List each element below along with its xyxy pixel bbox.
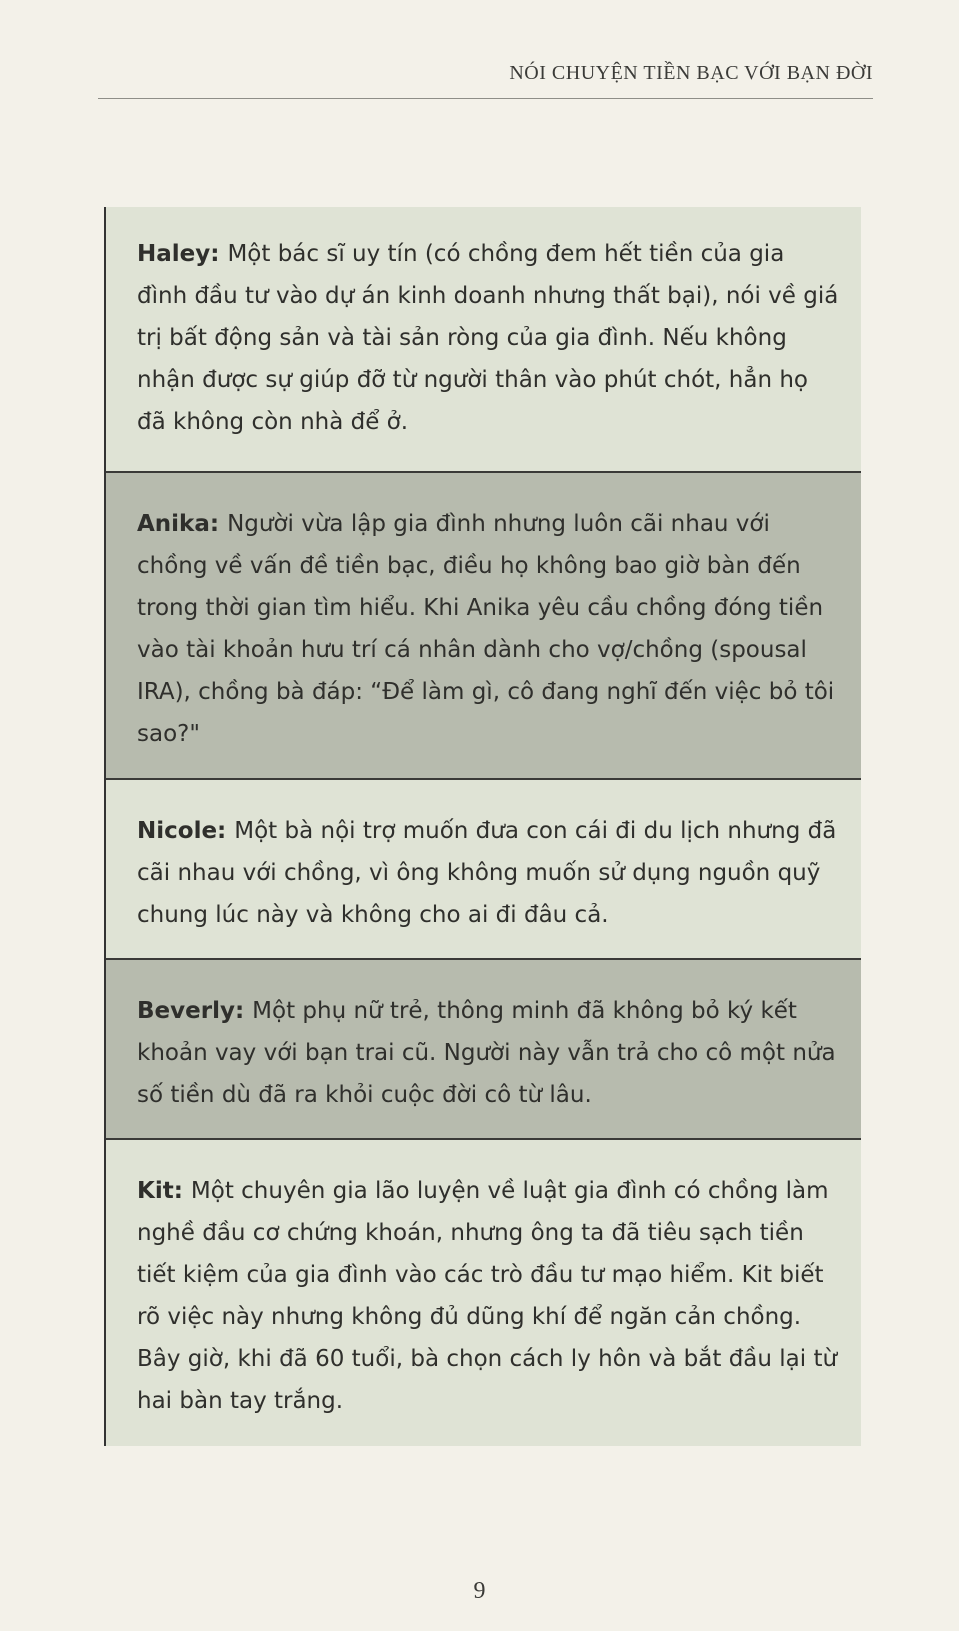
case-anika [106, 473, 861, 780]
running-header: NÓI CHUYỆN TIỀN BẠC VỚI BẠN ĐỜI [509, 62, 873, 84]
case-name: Haley: [137, 241, 228, 267]
case-studies-box [104, 207, 861, 1446]
case-name: Kit: [137, 1178, 191, 1204]
page-number: 9 [473, 1578, 486, 1604]
header-divider [98, 98, 873, 99]
case-description: Một chuyên gia lão luyện về luật gia đình có chồng làm nghề đầu cơ chứng khoán, nhưng ông ta đã tiêu sạch tiền tiết kiệm của gia đình vào các trò đầu tư mạo hiểm. Kit biết rõ việc này nhưng không đủ dũng khí để ngăn cản chồng. Bây giờ, khi đã 60 tuổi, bà chọn cách ly hôn và bắt đầu lại từ hai bàn tay trắng. [137, 1178, 838, 1414]
case-description: Một phụ nữ trẻ, thông minh đã không bỏ ký kết khoản vay với bạn trai cũ. Người này vẫn trả cho cô một nửa số tiền dù đã ra khỏi cuộc đời cô từ lâu. [137, 998, 836, 1108]
case-name: Anika: [137, 511, 228, 537]
case-haley [106, 207, 861, 473]
case-kit [106, 1140, 861, 1446]
case-nicole [106, 780, 861, 960]
case-name: Nicole: [137, 818, 235, 844]
case-beverly [106, 960, 861, 1140]
case-description: Người vừa lập gia đình nhưng luôn cãi nhau với chồng về vấn đề tiền bạc, điều họ không bao giờ bàn đến trong thời gian tìm hiểu. Khi Anika yêu cầu chồng đóng tiền vào tài khoản hưu trí cá nhân dành cho vợ/chồng (spousal IRA), chồng bà đáp: “Để làm gì, cô đang nghĩ đến việc bỏ tôi sao?" [137, 511, 835, 747]
case-name: Beverly: [137, 998, 253, 1024]
case-description: Một bà nội trợ muốn đưa con cái đi du lịch nhưng đã cãi nhau với chồng, vì ông không muốn sử dụng nguồn quỹ chung lúc này và không cho ai đi đâu cả. [137, 818, 837, 928]
case-description: Một bác sĩ uy tín (có chồng đem hết tiền của gia đình đầu tư vào dự án kinh doanh nhưng thất bại), nói về giá trị bất động sản và tài sản ròng của gia đình. Nếu không nhận được sự giúp đỡ từ người thân vào phút chót, hẳn họ đã không còn nhà để ở. [137, 241, 839, 435]
